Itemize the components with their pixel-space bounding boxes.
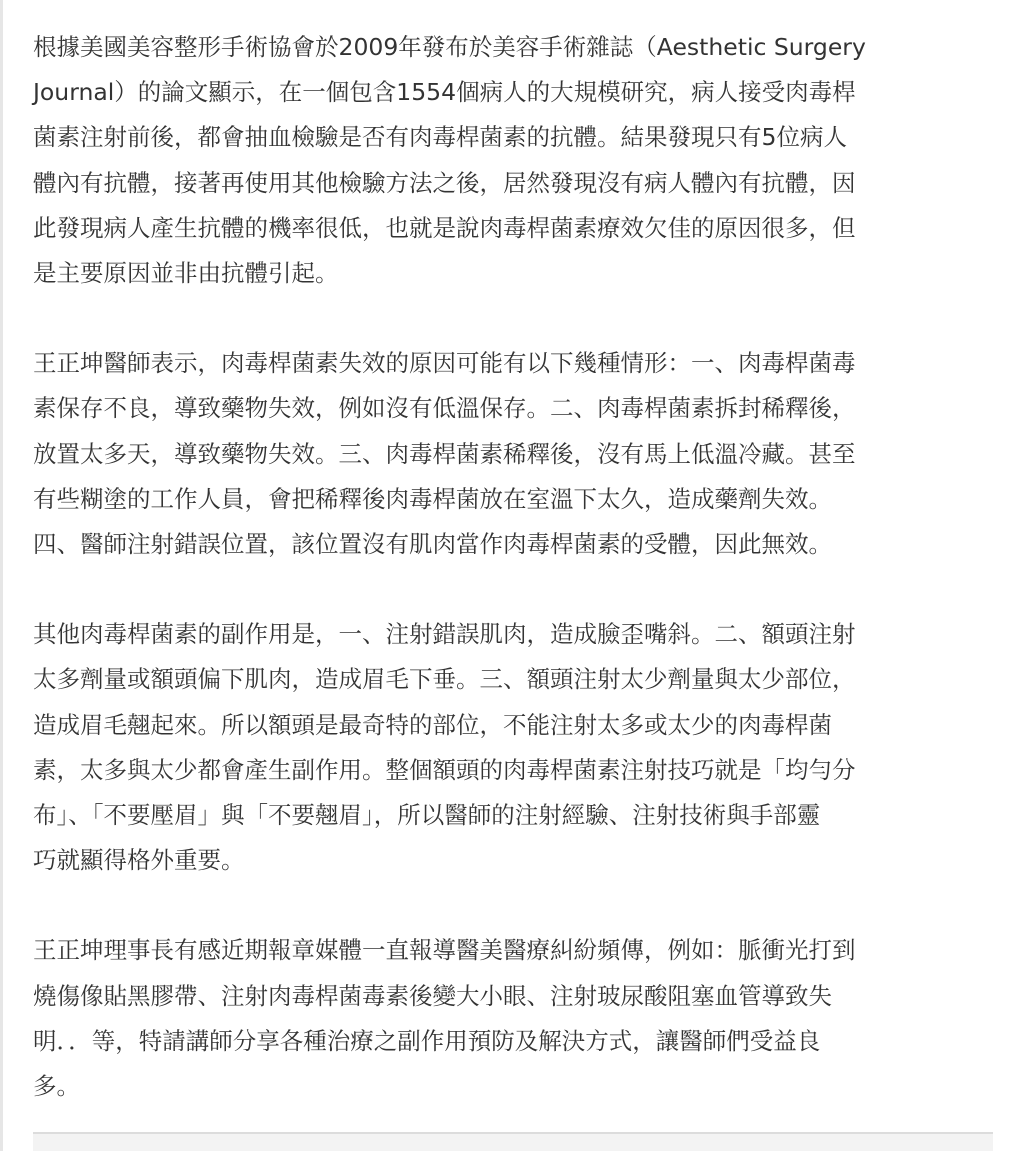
text-line: 多。 (33, 1072, 80, 1101)
text-line: 根據美國美容整形手術協會於2009年發布於美容手術雜誌（Aesthetic Surgery (33, 33, 866, 61)
text-line: 體內有抗體，接著再使用其他檢驗方法之後，居然發現沒有病人體內有抗體，因 (33, 168, 856, 197)
article-body (33, 25, 988, 1109)
text-line: 其他肉毒桿菌素的副作用是，一、注射錯誤肌肉，造成臉歪嘴斜。二、額頭注射 (33, 620, 856, 649)
text-line: 燒傷像貼黑膠帶、注射肉毒桿菌毒素後變大小眼、注射玻尿酸阻塞血管導致失 (33, 981, 832, 1010)
footer-divider (33, 1132, 993, 1151)
text-line: Journal）的論文顯示，在一個包含1554個病人的大規模研究，病人接受肉毒桿 (33, 78, 856, 107)
text-line: 素，太多與太少都會產生副作用。整個額頭的肉毒桿菌素注射技巧就是「均勻分 (33, 755, 856, 784)
text-line: 太多劑量或額頭偏下肌肉，造成眉毛下垂。三、額頭注射太少劑量與太少部位， (33, 665, 856, 694)
text-line: 菌素注射前後，都會抽血檢驗是否有肉毒桿菌素的抗體。結果發現只有5位病人 (33, 123, 847, 152)
text-line: 王正坤醫師表示，肉毒桿菌素失效的原因可能有以下幾種情形：一、肉毒桿菌毒 (33, 349, 856, 378)
paragraph-antibody-study (33, 25, 988, 296)
paragraph-seminar-purpose (33, 928, 988, 1109)
text-line: 有些糊塗的工作人員，會把稀釋後肉毒桿菌放在室溫下太久，造成藥劑失效。 (33, 484, 832, 513)
text-line: 布」、「不要壓眉」與「不要翹眉」，所以醫師的注射經驗、注射技術與手部靈 (33, 801, 821, 830)
paragraph-failure-causes (33, 341, 988, 567)
text-line: 明．．等，特請講師分享各種治療之副作用預防及解決方式，讓醫師們受益良 (33, 1026, 821, 1055)
text-line: 王正坤理事長有感近期報章媒體一直報導醫美醫療糾紛頻傳，例如：脈衝光打到 (33, 936, 856, 965)
text-line: 四、醫師注射錯誤位置，該位置沒有肌肉當作肉毒桿菌素的受體，因此無效。 (33, 530, 832, 559)
text-line: 造成眉毛翹起來。所以額頭是最奇特的部位，不能注射太多或太少的肉毒桿菌 (33, 710, 832, 739)
text-line: 巧就顯得格外重要。 (33, 846, 245, 875)
text-line: 此發現病人產生抗體的機率很低，也就是說肉毒桿菌素療效欠佳的原因很多，但 (33, 213, 856, 242)
paragraph-side-effects (33, 612, 988, 883)
left-border (0, 0, 3, 1151)
text-line: 放置太多天，導致藥物失效。三、肉毒桿菌素稀釋後，沒有馬上低溫冷藏。甚至 (33, 439, 856, 468)
text-line: 是主要原因並非由抗體引起。 (33, 259, 339, 288)
text-line: 素保存不良，導致藥物失效，例如沒有低溫保存。二、肉毒桿菌素拆封稀釋後， (33, 394, 856, 423)
